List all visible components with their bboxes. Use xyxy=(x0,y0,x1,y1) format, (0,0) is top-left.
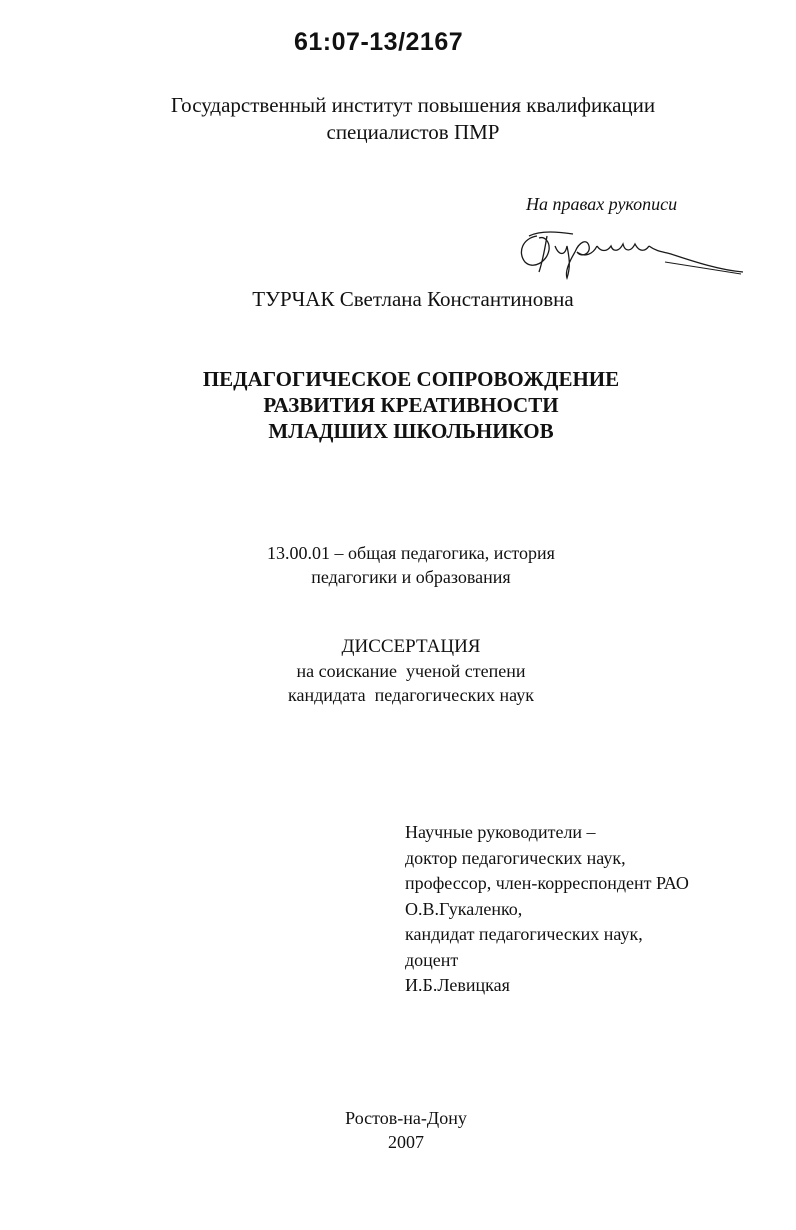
specialty-line-2: педагогики и образования xyxy=(311,567,511,587)
work-type-line-3: кандидата педагогических наук xyxy=(288,685,534,705)
supervisor-2-degree: кандидат педагогических наук, xyxy=(405,924,643,944)
thesis-title xyxy=(0,366,796,444)
institution-line-2: специалистов ПМР xyxy=(326,120,500,144)
supervisor-2-name: И.Б.Левицкая xyxy=(405,975,510,995)
title-line-2: РАЗВИТИЯ КРЕАТИВНОСТИ xyxy=(263,393,559,417)
author-name: ТУРЧАК Светлана Константиновна xyxy=(252,287,574,311)
specialty xyxy=(0,541,796,589)
city: Ростов-на-Дону xyxy=(345,1108,467,1128)
title-line-1: ПЕДАГОГИЧЕСКОЕ СОПРОВОЖДЕНИЕ xyxy=(202,367,620,391)
city-year xyxy=(0,1106,796,1154)
institution-line-1: Государственный институт повышения квалификации xyxy=(170,93,656,117)
supervisors xyxy=(405,820,689,999)
title-line-3: МЛАДШИХ ШКОЛЬНИКОВ xyxy=(268,419,554,443)
year: 2007 xyxy=(388,1132,424,1152)
manuscript-note: На правах рукописи xyxy=(526,194,678,214)
supervisor-1-name: О.В.Гукаленко, xyxy=(405,898,523,919)
institution-name xyxy=(0,92,796,146)
work-type xyxy=(0,635,796,707)
specialty-line-1: 13.00.01 – общая педагогика, история xyxy=(267,543,555,563)
signature xyxy=(515,222,745,282)
supervisor-2-title: доцент xyxy=(405,949,459,970)
supervisor-1-degree: доктор педагогических наук, xyxy=(405,847,626,868)
catalog-code: 61:07-13/2167 xyxy=(294,28,464,56)
work-type-line-2: на соискание ученой степени xyxy=(296,661,526,681)
supervisors-heading: Научные руководители – xyxy=(405,822,596,842)
supervisor-1-title: профессор, член-корреспондент РАО xyxy=(405,873,689,893)
work-type-label: ДИССЕРТАЦИЯ xyxy=(341,636,481,657)
